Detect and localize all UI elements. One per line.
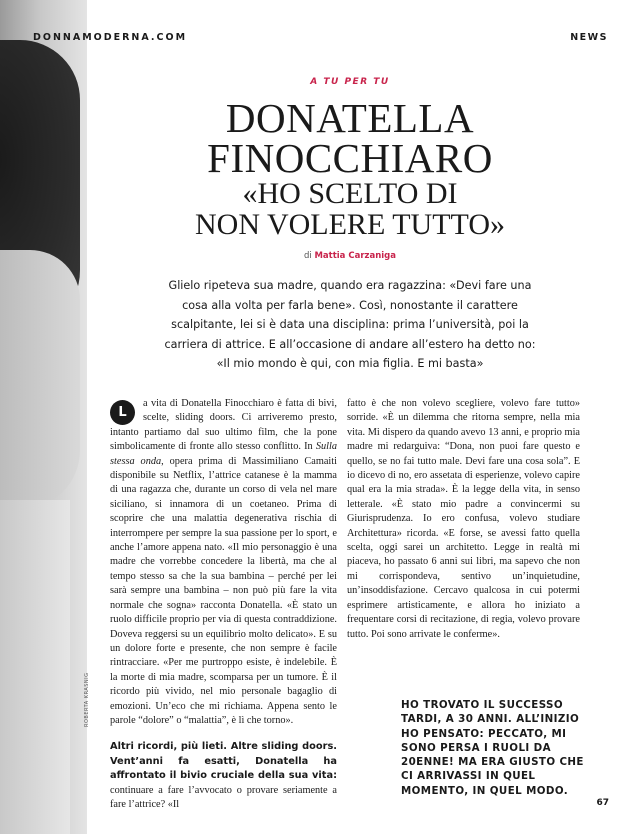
body-text: continuare a fare l’avvocato o provare seriamente a fare l’attrice? «Il bbox=[110, 784, 337, 810]
headline-quote-2: NON VOLERE TUTTO» bbox=[195, 208, 505, 241]
headline-name-2: FINOCCHIARO bbox=[207, 135, 493, 181]
byline bbox=[110, 251, 590, 261]
photo-credit: ROBERTA KRASNIG bbox=[84, 672, 90, 727]
page-number: 67 bbox=[596, 798, 609, 808]
pull-quote: HO TROVATO IL SUCCESSO TARDI, A 30 ANNI. ALL’INIZIO HO PENSATO: PECCATO, MI SONO PERSA I RUOLI DA 20ENNE! MA ERA GIUSTO CHE CI ARRIVASSI IN QUEL MOMENTO, IN QUEL MODO. bbox=[401, 699, 584, 797]
byline-author: Mattia Carzaniga bbox=[314, 251, 397, 261]
lead-in: Altri ricordi, più lieti. Altre sliding doors. Vent’anni fa esatti, Donatella ha affrontato il bivio cruciale della sua vita: bbox=[110, 741, 337, 782]
dropcap: L bbox=[110, 400, 135, 425]
headline-name-1: DONATELLA bbox=[225, 95, 475, 141]
film-title: Sulla stessa onda bbox=[110, 441, 337, 467]
body-paragraph bbox=[110, 397, 337, 728]
portrait-photo bbox=[0, 0, 87, 834]
rubric: A TU PER TU bbox=[310, 77, 390, 87]
portrait-face bbox=[0, 250, 80, 510]
section-label[interactable]: NEWS bbox=[570, 32, 608, 43]
column-left bbox=[110, 397, 337, 812]
site-name[interactable]: DONNAMODERNA.COM bbox=[33, 32, 188, 43]
headline-quote-1: «HO SCELTO DI bbox=[242, 177, 458, 210]
body-paragraph: fatto è che non volevo scegliere, volevo fare tutto» sorride. «È un dilemma che ritorna sempre, nella mia vita. Mi dispero da quando avevo 13 anni, e proprio mia madre mi redarguiva: “Dona, non puoi fare questo e quello, se no fai tutto male. Devi fare una cosa sola”. E io dicevo di no, ero assetata di esperienze, volevo capire qual era la mia strada». È la legge della vita, in senso letterale. «È stato mio padre a convincermi su Giurisprudenza. Io ero confusa, volevo studiare Architettura» ricorda. «E forse, se avessi fatto quella scelta, oggi sarei un architetto. Legge in realtà mi piaceva, ho passato 6 anni sui libri, ma sapevo che non mi corrispondeva, sentivo un’inquietudine, un’insoddisfazione. Cercavo qualcosa in cui potermi esprimere artisticamente, e allora ho iniziato a frequentare corsi di recitazione, di regia, volevo provare tutto. Poi sono arrivate le conferme». bbox=[347, 398, 580, 640]
portrait-neck bbox=[0, 500, 70, 834]
byline-prefix: di bbox=[303, 251, 312, 261]
column-right bbox=[347, 397, 580, 642]
headline bbox=[110, 95, 590, 241]
intro-paragraph: Glielo ripeteva sua madre, quando era ragazzina: «Devi fare una cosa alla volta per farla bene». Così, nonostante il carattere scalpitante, lei si è data una disciplina: prima l’università, poi la carriera di attrice. E all’occasione di andare all’estero ha detto no: «Il mio mondo è qui, con mia figlia. E mi basta» bbox=[164, 279, 536, 371]
body-text: a vita di Donatella Finocchiaro è fatta di bivi, scelte, sliding doors. Ci arriveremo presto, intanto partiamo dal suo ultimo film, che la pone simbolicamente di fronte allo stesso conflitto. In bbox=[110, 398, 337, 453]
body-text: , opera prima di Massimiliano Camaiti disponibile su Netflix, l’attrice catanese è la mamma di una ragazza che, durante un corso di vela nel mare siciliano, si innamora di un coetaneo. Prima di scoprire che una malattia degenerativa rischia di interrompere per sempre la sua passione per lo sport, e anche l’amore appena nato. «Il mio personaggio è una madre che vorrebbe concedere la libertà, ma che al tempo stesso sa che la sua bambina – perché per lei sarà sempre una bambina – non può più fare la vita normale che sogna» racconta Donatella. «È stato un ruolo difficile proprio per via di questa contraddizione. Doveva reggersi su un equilibrio molto delicato». E su un dolore forte e presente, che non sempre è facile rintracciare. «Per me purtroppo esiste, è indelebile. È la morte di mia madre, scomparsa per un tumore. È il ricordo più vivido, nel mio personale bagaglio di emozioni. Un’eco che mi richiama. Appena sento le parole “dolore” o “malattia”, è lì che torno». bbox=[110, 455, 337, 726]
body-paragraph bbox=[110, 740, 337, 812]
